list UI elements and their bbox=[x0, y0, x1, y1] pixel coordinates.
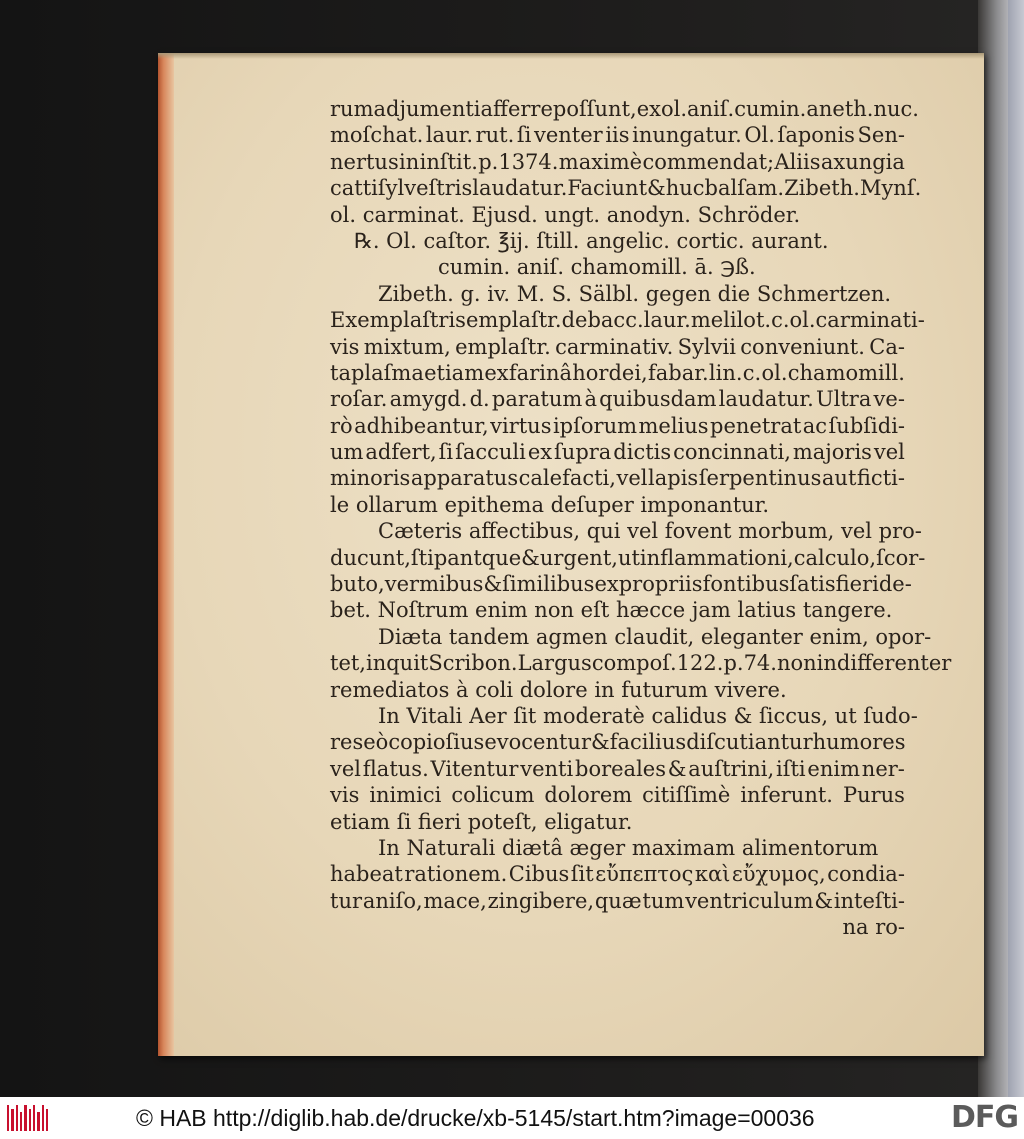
word: carminati- bbox=[815, 308, 925, 333]
line-text: na ro- bbox=[842, 915, 905, 940]
word: afferre bbox=[480, 97, 553, 121]
word: εὔχυμος, bbox=[731, 862, 826, 887]
word: emplaſtr. bbox=[455, 334, 551, 359]
word: rationem. bbox=[404, 862, 508, 887]
word: ſatisfieri bbox=[789, 572, 879, 597]
word: de- bbox=[878, 572, 912, 597]
word: Faciunt bbox=[567, 176, 648, 201]
word: ducunt, bbox=[330, 545, 411, 570]
text-line bbox=[330, 782, 905, 808]
word: ex bbox=[636, 97, 661, 121]
word: ſupra bbox=[554, 440, 612, 465]
text-line bbox=[330, 228, 905, 254]
word: calculo, bbox=[793, 545, 877, 570]
word: rò bbox=[330, 413, 353, 438]
text-line bbox=[330, 439, 905, 465]
word: ex bbox=[594, 572, 619, 597]
word: facilius bbox=[609, 730, 687, 755]
word: dolorem bbox=[544, 783, 633, 808]
word: ſaponis bbox=[777, 123, 855, 148]
text-line bbox=[330, 729, 905, 755]
word: ol. bbox=[789, 308, 816, 333]
word: ſubſidi- bbox=[828, 413, 905, 438]
word: flatus. bbox=[362, 756, 429, 781]
line-text: etiam ſi fieri poteſt, eligatur. bbox=[330, 809, 633, 834]
word: emplaſtris bbox=[357, 308, 466, 333]
word: concinnati, bbox=[673, 440, 791, 465]
word: diſcutiantur bbox=[686, 730, 813, 755]
word: balſam. bbox=[704, 176, 785, 201]
text-line bbox=[330, 149, 905, 175]
word: Ultra bbox=[815, 387, 872, 412]
text-line bbox=[330, 202, 905, 228]
word: tum bbox=[642, 888, 685, 913]
page-top-shadow bbox=[158, 53, 984, 59]
word: laudatur. bbox=[718, 387, 814, 412]
word: adjumenti bbox=[373, 97, 481, 121]
word: vermibus bbox=[384, 572, 484, 597]
word: aneth.nuc. bbox=[806, 97, 919, 121]
word: evocentur bbox=[484, 730, 591, 755]
word: d. bbox=[469, 387, 490, 412]
word: εὔπεπτος bbox=[595, 862, 694, 887]
text-line bbox=[330, 624, 932, 650]
word: aut bbox=[821, 466, 857, 491]
word: lin. bbox=[708, 360, 743, 385]
line-text: cumin. aniſ. chamomill. ā. ℈ß. bbox=[438, 255, 756, 280]
word: lapis bbox=[648, 466, 699, 491]
word: vel bbox=[873, 440, 905, 465]
word: humores bbox=[812, 730, 906, 755]
word: dictis bbox=[613, 440, 672, 465]
word: Cibus bbox=[508, 862, 570, 887]
text-line bbox=[330, 122, 905, 148]
word: poſſunt, bbox=[552, 97, 637, 121]
word: paratum bbox=[491, 387, 583, 412]
word: fabar. bbox=[647, 360, 709, 385]
word: & bbox=[590, 730, 610, 755]
word: Scribon. bbox=[428, 651, 518, 676]
text-line bbox=[330, 307, 925, 333]
word: aniſ. bbox=[687, 97, 735, 121]
word: quæ bbox=[594, 888, 642, 913]
word: ſi bbox=[438, 440, 454, 465]
word: Mynſ. bbox=[859, 176, 922, 201]
word: 122. bbox=[676, 651, 724, 676]
word: ex bbox=[527, 440, 553, 465]
line-text: bet. Noſtrum enim non eſt hæcce jam latius tangere. bbox=[330, 598, 893, 623]
word: urgent, bbox=[539, 545, 618, 570]
word: Zibeth. bbox=[784, 176, 860, 201]
text-line bbox=[330, 703, 918, 729]
word: um bbox=[330, 440, 364, 465]
word: iis bbox=[605, 123, 630, 148]
word: auſtrini, bbox=[688, 756, 775, 781]
word: farinâ bbox=[508, 360, 572, 385]
word: c. bbox=[742, 360, 762, 385]
word: taplaſma bbox=[330, 360, 424, 385]
word: catti bbox=[330, 176, 378, 201]
word: ſcor- bbox=[876, 545, 926, 570]
word: mixtum, bbox=[363, 334, 451, 359]
text-line bbox=[330, 413, 905, 439]
word: ol. bbox=[660, 97, 688, 121]
text-line bbox=[330, 650, 952, 676]
text-line bbox=[330, 888, 905, 914]
word: vel bbox=[330, 756, 362, 781]
word: ſacculi bbox=[455, 440, 526, 465]
word: laur. bbox=[643, 308, 691, 333]
word: & bbox=[483, 572, 503, 597]
word: melilot. bbox=[690, 308, 772, 333]
word: citiſſimè bbox=[642, 783, 731, 808]
word: Purus bbox=[842, 783, 905, 808]
word: ner- bbox=[861, 756, 905, 781]
word: Largus bbox=[517, 651, 592, 676]
text-line bbox=[330, 334, 905, 360]
word: res bbox=[330, 730, 364, 755]
line-text: le ollarum epithema deſuper imponantur. bbox=[330, 492, 770, 517]
word: copioſius bbox=[388, 730, 485, 755]
word: commendat; bbox=[642, 149, 775, 174]
word: majoris bbox=[792, 440, 872, 465]
line-text: ol. carminat. Ejusd. ungt. anodyn. Schröder. bbox=[330, 202, 801, 227]
word: adfert, bbox=[365, 440, 437, 465]
hab-barcode-logo-icon bbox=[6, 1103, 50, 1133]
text-line bbox=[330, 254, 905, 280]
word: ſtipantque bbox=[410, 545, 522, 570]
word: inſtit. bbox=[419, 149, 478, 174]
text-line bbox=[330, 914, 905, 940]
text-line bbox=[330, 677, 905, 703]
text-line bbox=[330, 518, 922, 544]
text-line bbox=[330, 465, 905, 491]
word: bacc. bbox=[587, 308, 644, 333]
word: axungia bbox=[820, 149, 905, 174]
word: laudatur. bbox=[472, 176, 568, 201]
word: emplaſtr. bbox=[465, 308, 562, 333]
word: venter bbox=[533, 123, 603, 148]
text-line bbox=[330, 861, 905, 887]
line-text: Diæta tandem agmen claudit, eleganter enim, opor- bbox=[378, 624, 932, 649]
word: calefacti, bbox=[518, 466, 616, 491]
word: inflammationi, bbox=[639, 545, 794, 570]
word: inteſti- bbox=[833, 888, 905, 913]
word: penetrat bbox=[710, 413, 802, 438]
text-line bbox=[330, 281, 905, 307]
word: vel bbox=[616, 466, 648, 491]
word: moſchat. bbox=[330, 123, 424, 148]
word: conveniunt. bbox=[740, 334, 865, 359]
word: Aliis bbox=[774, 149, 821, 174]
word: indifferenter bbox=[816, 651, 952, 676]
page-text-block bbox=[330, 96, 952, 941]
word: buto, bbox=[330, 572, 385, 597]
word: compoſ. bbox=[591, 651, 677, 676]
page-red-edge bbox=[158, 53, 174, 1056]
word: cumin. bbox=[734, 97, 807, 121]
word: vis bbox=[330, 783, 360, 808]
word: ve- bbox=[873, 387, 905, 412]
word: ol. bbox=[761, 360, 788, 385]
word: tur bbox=[330, 888, 363, 913]
word: iſti bbox=[775, 756, 806, 781]
adjacent-page-edge bbox=[978, 0, 1024, 1097]
word: Ol. bbox=[744, 123, 775, 148]
text-line bbox=[330, 360, 905, 386]
word: huc bbox=[665, 176, 705, 201]
text-line bbox=[330, 492, 905, 518]
word: & bbox=[667, 756, 687, 781]
text-line bbox=[330, 597, 905, 623]
word: c. bbox=[771, 308, 790, 333]
word: adhibeantur, bbox=[354, 413, 489, 438]
word: p. bbox=[723, 651, 744, 676]
word: inimici bbox=[369, 783, 442, 808]
word: inferunt. bbox=[740, 783, 833, 808]
word: Ca- bbox=[869, 334, 905, 359]
word: ipſorum bbox=[552, 413, 638, 438]
word: καὶ bbox=[694, 862, 731, 887]
word: Ex bbox=[330, 308, 358, 333]
word: à bbox=[584, 387, 597, 412]
word: vis bbox=[330, 334, 360, 359]
word: enim bbox=[807, 756, 861, 781]
word: propriis bbox=[618, 572, 703, 597]
line-text: In Naturali diætâ æger maximam alimentorum bbox=[378, 835, 879, 860]
word: inquit bbox=[365, 651, 429, 676]
word: laur. bbox=[425, 123, 474, 148]
text-line bbox=[330, 96, 919, 122]
text-line bbox=[330, 809, 905, 835]
word: virtus bbox=[490, 413, 552, 438]
word: quibusdam bbox=[599, 387, 717, 412]
word: Sylvii bbox=[677, 334, 736, 359]
word: apparatus bbox=[410, 466, 519, 491]
word: colicum bbox=[451, 783, 535, 808]
text-line bbox=[330, 756, 905, 782]
text-line bbox=[330, 835, 905, 861]
word: in bbox=[399, 149, 420, 174]
word: mace, bbox=[423, 888, 487, 913]
word: habeat bbox=[330, 862, 403, 887]
word: maximè bbox=[558, 149, 643, 174]
word: boreales bbox=[575, 756, 666, 781]
word: ſit bbox=[570, 862, 594, 887]
word: amygd. bbox=[389, 387, 468, 412]
text-line bbox=[330, 175, 922, 201]
word: hordei, bbox=[572, 360, 648, 385]
word: ſi bbox=[516, 123, 532, 148]
word: 74. bbox=[743, 651, 777, 676]
word: zingibere, bbox=[487, 888, 595, 913]
line-text: remediatos à coli dolore in futurum vivere. bbox=[330, 677, 787, 702]
word: non bbox=[776, 651, 817, 676]
word: rut. bbox=[475, 123, 515, 148]
line-text: In Vitali Aer ſit moderatè calidus & ſiccus, ut ſudo- bbox=[378, 703, 918, 728]
word: ex bbox=[484, 360, 509, 385]
word: condia- bbox=[827, 862, 905, 887]
word: roſar. bbox=[330, 387, 388, 412]
word: etiam bbox=[424, 360, 485, 385]
word: inungatur. bbox=[632, 123, 742, 148]
word: fontibus bbox=[702, 572, 790, 597]
word: minoris bbox=[330, 466, 411, 491]
word: p.1374. bbox=[478, 149, 559, 174]
word: & bbox=[647, 176, 666, 201]
word: aniſo, bbox=[362, 888, 423, 913]
word: melius bbox=[638, 413, 709, 438]
line-text: Zibeth. g. iv. M. S. Sälbl. gegen die Schmertzen. bbox=[378, 281, 892, 306]
word: carminativ. bbox=[555, 334, 674, 359]
attribution-url[interactable]: © HAB http://diglib.hab.de/drucke/xb-5145/start.htm?image=00036 bbox=[136, 1105, 815, 1131]
word: & bbox=[814, 888, 834, 913]
word: venti bbox=[520, 756, 574, 781]
line-text: Cæteris affectibus, qui vel fovent morbum, vel pro- bbox=[378, 519, 922, 544]
word: ventriculum bbox=[685, 888, 814, 913]
text-line bbox=[330, 386, 905, 412]
line-text: ℞. Ol. caſtor. ℥ij. ſtill. angelic. cortic. aurant. bbox=[354, 228, 829, 253]
word: rum bbox=[330, 97, 374, 121]
text-line bbox=[330, 545, 926, 571]
word: ac bbox=[802, 413, 828, 438]
word: ut bbox=[617, 545, 640, 570]
word: ficti- bbox=[856, 466, 905, 491]
word: ſerpentinus bbox=[698, 466, 822, 491]
word: Sen- bbox=[857, 123, 905, 148]
word: tet, bbox=[330, 651, 366, 676]
viewer-footer bbox=[0, 1097, 1024, 1139]
word: ſylveſtris bbox=[377, 176, 473, 201]
word: eò bbox=[363, 730, 389, 755]
word: & bbox=[521, 545, 540, 570]
word: nertus bbox=[330, 149, 399, 174]
text-line bbox=[330, 571, 912, 597]
word: chamomill. bbox=[787, 360, 905, 385]
dfg-logo: DFG bbox=[950, 1100, 1018, 1135]
word: de bbox=[561, 308, 588, 333]
word: Vitentur bbox=[430, 756, 519, 781]
word: ſimilibus bbox=[502, 572, 595, 597]
